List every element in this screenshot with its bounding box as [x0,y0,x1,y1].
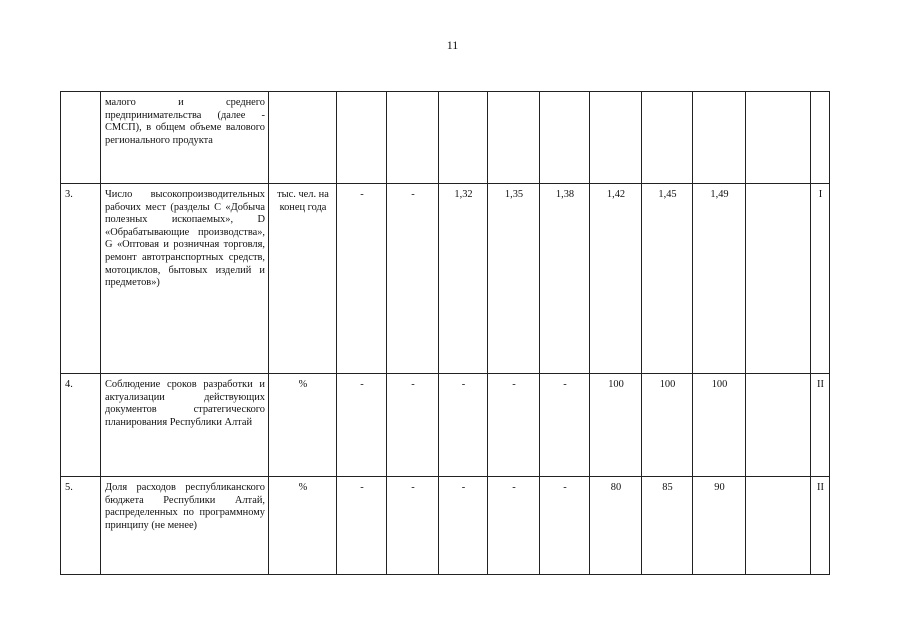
value-cell [590,92,642,184]
value-cell: - [337,184,387,374]
table-row [61,374,830,477]
value-cell: 100 [693,374,746,477]
indicator-name-cell: Соблюдение сроков разработки и актуализации действующих документов стратегического планирования Республики Алтай [101,374,269,477]
table-row [61,477,830,575]
value-cell: 1,32 [439,184,488,374]
value-cell: 1,35 [488,184,540,374]
value-cell [642,92,693,184]
value-cell: - [488,477,540,575]
row-number-cell: 4. [61,374,101,477]
value-cell: 1,38 [540,184,590,374]
value-cell: - [540,374,590,477]
value-cell [337,92,387,184]
value-cell [693,92,746,184]
indicators-table-body [61,92,830,575]
value-cell: 80 [590,477,642,575]
group-cell: II [811,374,830,477]
value-cell [746,92,811,184]
value-cell [387,92,439,184]
value-cell: 100 [642,374,693,477]
value-cell: - [337,477,387,575]
page-number: 11 [446,38,459,52]
group-cell: II [811,477,830,575]
indicators-table [60,91,830,575]
value-cell [540,92,590,184]
row-number-cell: 5. [61,477,101,575]
value-cell: - [387,184,439,374]
value-cell: - [337,374,387,477]
value-cell: - [439,477,488,575]
value-cell: 1,49 [693,184,746,374]
value-cell: - [488,374,540,477]
table-row [61,92,830,184]
indicator-name-cell: малого и среднего предпринимательства (далее - СМСП), в общем объеме валового регионального продукта [101,92,269,184]
value-cell: - [387,477,439,575]
indicator-name-cell: Доля расходов республиканского бюджета Республики Алтай, распределенных по программному принципу (не менее) [101,477,269,575]
value-cell: 100 [590,374,642,477]
value-cell [439,92,488,184]
unit-cell: тыс. чел. на конец года [269,184,337,374]
value-cell: - [439,374,488,477]
unit-cell [269,92,337,184]
value-cell: 90 [693,477,746,575]
value-cell: - [387,374,439,477]
unit-cell: % [269,374,337,477]
group-cell: I [811,184,830,374]
group-cell [811,92,830,184]
row-number-cell: 3. [61,184,101,374]
value-cell: 1,42 [590,184,642,374]
value-cell [746,374,811,477]
indicator-name-cell: Число высокопроизводительных рабочих мест (разделы C «Добыча полезных ископаемых», D «Обрабатывающие производства», G «Оптовая и розничная торговля, ремонт автотранспортных средств, мотоциклов, бытовых изделий и предметов») [101,184,269,374]
value-cell [746,184,811,374]
value-cell [488,92,540,184]
value-cell [746,477,811,575]
row-number-cell [61,92,101,184]
value-cell: - [540,477,590,575]
unit-cell: % [269,477,337,575]
value-cell: 85 [642,477,693,575]
table-row [61,184,830,374]
value-cell: 1,45 [642,184,693,374]
